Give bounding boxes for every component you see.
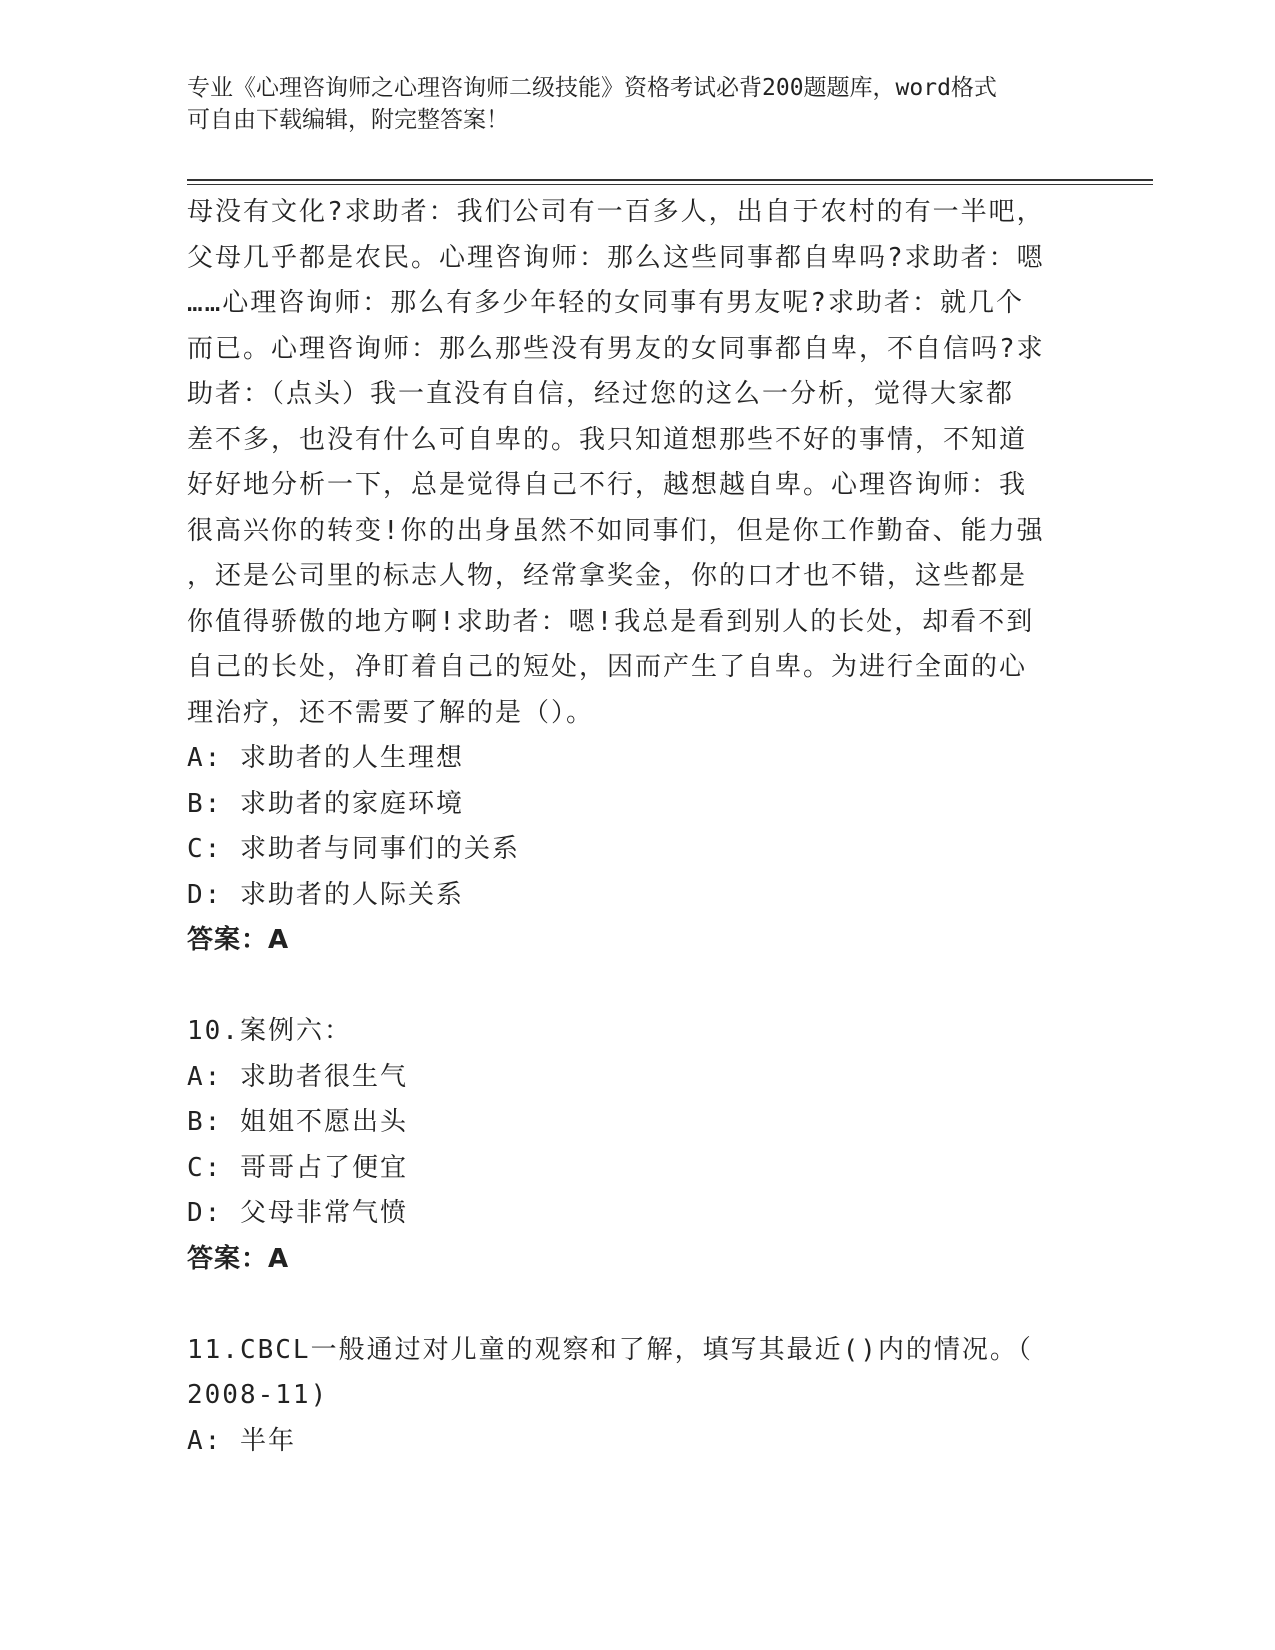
question-9-answer: 答案：A [187, 925, 290, 955]
stem-line: 11.CBCL一般通过对儿童的观察和了解，填写其最近()内的情况。（ [187, 1334, 1033, 1365]
option-d: D: 求助者的人际关系 [187, 879, 464, 910]
question-9-options [187, 736, 1087, 918]
passage-line: 你值得骄傲的地方啊!求助者：嗯!我总是看到别人的长处，却看不到 [187, 606, 1035, 637]
question-10-stem: 10.案例六： [187, 1016, 352, 1046]
question-10-options [187, 1055, 1087, 1237]
option-b: B: 求助者的家庭环境 [187, 788, 464, 819]
option-a: A: 求助者的人生理想 [187, 743, 464, 773]
passage-line: ……心理咨询师：那么有多少年轻的女同事有男友呢?求助者：就几个 [187, 288, 1024, 318]
passage-line: 很高兴你的转变!你的出身虽然不如同事们，但是你工作勤奋、能力强 [187, 515, 1045, 546]
passage-line: 母没有文化?求助者：我们公司有一百多人，出自于农村的有一半吧， [187, 197, 1045, 227]
option-a: A: 求助者很生气 [187, 1061, 408, 1092]
header-divider-thin [187, 184, 1153, 185]
question-11-options [187, 1419, 1087, 1465]
passage-line: ，还是公司里的标志人物，经常拿奖金，你的口才也不错，这些都是 [187, 561, 1028, 591]
header-line-2: 可自由下载编辑，附完整答案！ [187, 107, 509, 133]
passage-line: 父母几乎都是农民。心理咨询师：那么这些同事都自卑吗?求助者：嗯 [187, 242, 1045, 273]
passage-line: 好好地分析一下，总是觉得自己不行，越想越自卑。心理咨询师：我 [187, 470, 1028, 500]
option-c: C: 求助者与同事们的关系 [187, 834, 520, 864]
header-line-1: 专业《心理咨询师之心理咨询师二级技能》资格考试必背200题题库，word格式 [187, 75, 997, 101]
spacer [187, 1282, 1087, 1328]
passage-line: 差不多，也没有什么可自卑的。我只知道想那些不好的事情，不知道 [187, 424, 1028, 455]
option-c: C: 哥哥占了便宜 [187, 1152, 408, 1183]
header-divider-thick [187, 179, 1153, 181]
passage-line: 而已。心理咨询师：那么那些没有男友的女同事都自卑，不自信吗?求 [187, 333, 1045, 364]
option-d: D: 父母非常气愤 [187, 1198, 408, 1228]
question-10-answer: 答案：A [187, 1243, 290, 1274]
document-body [187, 190, 1087, 1464]
passage-line: 自己的长处，净盯着自己的短处，因而产生了自卑。为进行全面的心 [187, 652, 1028, 682]
passage-line: 理治疗，还不需要了解的是（）。 [187, 697, 595, 728]
stem-line: 2008-11) [187, 1380, 329, 1410]
option-a: A: 半年 [187, 1425, 296, 1456]
question-9-passage [187, 190, 1087, 736]
document-header [187, 72, 1067, 136]
spacer [187, 964, 1087, 1010]
question-11-stem [187, 1328, 1087, 1419]
option-b: B: 姐姐不愿出头 [187, 1107, 408, 1137]
passage-line: 助者：（点头）我一直没有自信，经过您的这么一分析，觉得大家都 [187, 379, 1015, 409]
